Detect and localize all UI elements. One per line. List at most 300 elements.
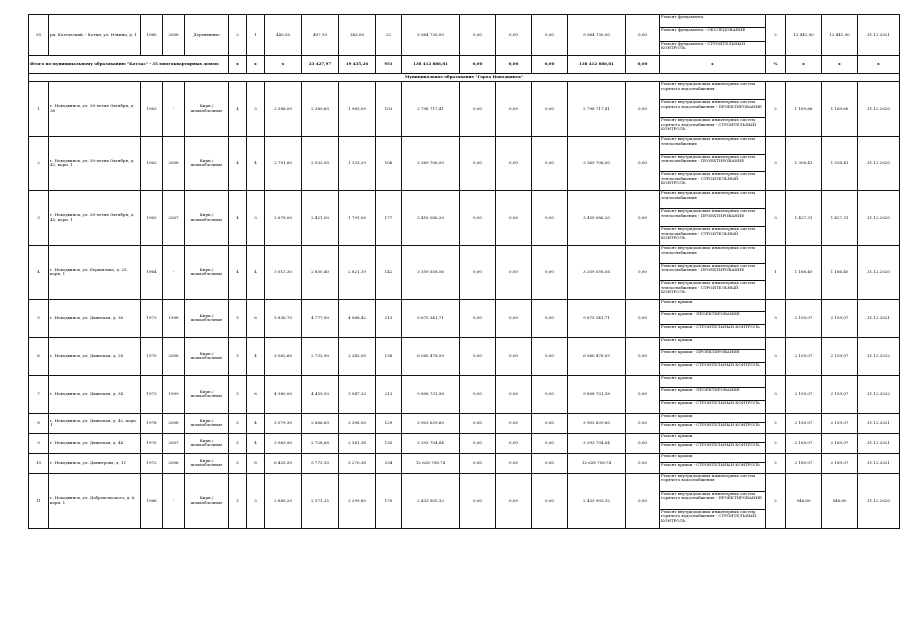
deadline: 31.12.2020	[858, 190, 900, 245]
house-number: 11	[29, 473, 49, 528]
other-sources: 0,00	[626, 15, 660, 56]
register-table	[28, 14, 900, 529]
local-budget: 0,00	[532, 375, 568, 413]
work-count: 2	[766, 433, 786, 453]
floor-count: 4	[229, 190, 247, 245]
year-built: 1960	[141, 15, 163, 56]
entrance-count: 4	[247, 337, 265, 375]
deadline: 31.12.2021	[858, 453, 900, 473]
deadline: 31.12.2021	[858, 413, 900, 433]
work-item: Ремонт крыши - СТРОИТЕЛЬНЫЙ КОНТРОЛЬ	[661, 462, 760, 468]
other-sources: 0,00	[626, 453, 660, 473]
work-count: 3	[766, 337, 786, 375]
house-number: 10	[29, 453, 49, 473]
local-budget: 0,00	[532, 453, 568, 473]
year-overhaul: 2007	[163, 433, 185, 453]
work-item: Ремонт крыши - ПРОЕКТИРОВАНИЕ	[660, 312, 765, 324]
deadline: 31.12.2020	[858, 473, 900, 528]
work-item: Ремонт внутридомовых инженерных систем горячего водоснабжения	[660, 474, 765, 492]
area-residential: 4 777,00	[302, 299, 339, 337]
total-cost: 9 808 731,58	[402, 375, 460, 413]
total-c3: x	[265, 55, 302, 73]
resident-count: 213	[376, 299, 402, 337]
year-overhaul: 2007	[163, 190, 185, 245]
total-owners: 138 412 886,81	[568, 55, 626, 73]
deadline: 31.12.2021	[858, 299, 900, 337]
resident-count: 177	[376, 190, 402, 245]
house-address: г. Новодвинск, ул. Двинская, д. 42, корп. 1	[49, 413, 141, 433]
fund-amount: 0,00	[460, 190, 496, 245]
entrance-count: 3	[247, 81, 265, 136]
local-budget: 0,00	[532, 136, 568, 190]
year-overhaul: 1998	[163, 299, 185, 337]
other-sources: 0,00	[626, 473, 660, 528]
year-overhaul: -	[163, 473, 185, 528]
fund-amount: 0,00	[460, 337, 496, 375]
work-item: Ремонт внутридомовых инженерных систем горячего водоснабжения - ПРОЕКТИРОВАНИЕ	[660, 492, 765, 510]
total-row	[29, 55, 900, 73]
deadline: 31.12.2022	[858, 337, 900, 375]
house-number: 7	[29, 375, 49, 413]
work-item: Ремонт крыши	[660, 414, 765, 424]
area-total: 3 079,30	[265, 413, 302, 433]
wall-material: Деревянные	[185, 15, 229, 56]
work-list	[660, 15, 766, 56]
owners-funds: 3 359 558,56	[568, 245, 626, 299]
max-unit-cost: 2 159,07	[822, 413, 858, 433]
work-item: Ремонт крыши - ПРОЕКТИРОВАНИЕ	[660, 388, 765, 400]
work-item: Ремонт крыши - СТРОИТЕЛЬНЫЙ КОНТРОЛЬ	[661, 323, 760, 329]
house-number: 8	[29, 413, 49, 433]
regional-budget: 0,00	[496, 190, 532, 245]
work-item: Ремонт внутридомовых инженерных систем теплоснабжения	[660, 191, 765, 209]
unit-cost-limit: 2 159,07	[786, 375, 822, 413]
resident-count: 103	[376, 81, 402, 136]
work-list	[660, 453, 766, 473]
regional-budget: 0,00	[496, 473, 532, 528]
work-count: 2	[766, 81, 786, 136]
max-unit-cost: 1 538,41	[822, 136, 858, 190]
max-unit-cost: 2 159,07	[822, 299, 858, 337]
other-sources: 0,00	[626, 375, 660, 413]
work-count: 3	[766, 136, 786, 190]
wall-material: Кирп./шлакоблочные	[185, 375, 229, 413]
resident-count: 138	[376, 337, 402, 375]
work-list	[660, 413, 766, 433]
unit-cost-limit: 12 441,00	[786, 15, 822, 56]
work-list	[660, 375, 766, 413]
area-total: 445,50	[265, 15, 302, 56]
unit-cost-limit: 2 159,07	[786, 337, 822, 375]
work-item: Ремонт внутридомовых инженерных систем теплоснабжения - СТРОИТЕЛЬНЫЙ КОНТРОЛЬ	[661, 225, 755, 241]
deadline: 31.12.2021	[858, 433, 900, 453]
deadline: 31.12.2022	[858, 375, 900, 413]
year-built: 1963	[141, 190, 163, 245]
total-c2: x	[247, 55, 265, 73]
max-unit-cost: 2 159,07	[822, 337, 858, 375]
resident-count: 106	[376, 136, 402, 190]
unit-cost-limit: 1 427,31	[786, 190, 822, 245]
resident-count: 142	[376, 245, 402, 299]
year-overhaul: 1999	[163, 375, 185, 413]
work-item: Ремонт внутридомовых инженерных систем теплоснабжения	[660, 246, 765, 264]
other-sources: 0,00	[626, 136, 660, 190]
entrance-count: 6	[247, 299, 265, 337]
work-item: Ремонт крыши	[660, 300, 765, 312]
total-unit-cost: %	[766, 55, 786, 73]
total-works: x	[660, 55, 766, 73]
work-count: 2	[766, 413, 786, 433]
wall-material: Кирп./шлакоблочные	[185, 299, 229, 337]
floor-count: 4	[229, 136, 247, 190]
entrance-count: 1	[247, 15, 265, 56]
unit-cost-limit: 2 189,07	[786, 453, 822, 473]
year-built: 1964	[141, 245, 163, 299]
work-item: Ремонт крыши - СТРОИТЕЛЬНЫЙ КОНТРОЛЬ	[661, 399, 760, 405]
work-item: Ремонт крыши	[660, 434, 765, 444]
unit-cost-limit: 2 159,07	[786, 299, 822, 337]
area-owned: 1 133,29	[339, 136, 376, 190]
house-number: 2	[29, 136, 49, 190]
area-owned: 1 985,00	[339, 81, 376, 136]
area-residential: 2 728,68	[302, 433, 339, 453]
wall-material: Кирп./шлакоблочные	[185, 136, 229, 190]
regional-budget: 0,00	[496, 299, 532, 337]
fund-amount: 0,00	[460, 15, 496, 56]
area-total: 3 063,90	[265, 433, 302, 453]
house-address: г. Новодвинск, ул. Двинская, д. 34	[49, 375, 141, 413]
year-overhaul: 2008	[163, 413, 185, 433]
total-limit-b: x	[822, 55, 858, 73]
work-item: Ремонт крыши - ПРОЕКТИРОВАНИЕ	[660, 350, 765, 362]
year-built: 1978	[141, 413, 163, 433]
entrance-count: 3	[247, 190, 265, 245]
year-built: 1962	[141, 136, 163, 190]
regional-budget: 0,00	[496, 375, 532, 413]
entrance-count: 8	[247, 453, 265, 473]
year-overhaul: -	[163, 81, 185, 136]
area-total: 4 980,00	[265, 375, 302, 413]
total-cost: 2 433 905,32	[402, 473, 460, 528]
owners-funds: 3 455 086,20	[568, 190, 626, 245]
area-owned: 5 270,38	[339, 453, 376, 473]
work-count: 3	[766, 299, 786, 337]
house-address: г. Новодвинск, ул. Двинская, д. 36	[49, 299, 141, 337]
work-item: Ремонт внутридомовых инженерных систем теплоснабжения - ПРОЕКТИРОВАНИЕ	[660, 264, 765, 282]
area-owned: 2 345,50	[339, 337, 376, 375]
fund-amount: 0,00	[460, 299, 496, 337]
area-residential: 2 571,25	[302, 473, 339, 528]
regional-budget: 0,00	[496, 136, 532, 190]
regional-budget: 0,00	[496, 433, 532, 453]
house-address: г. Новодвинск, ул. Двинская, д. 28	[49, 337, 141, 375]
resident-count: 213	[376, 375, 402, 413]
house-number: 1	[29, 81, 49, 136]
max-unit-cost: 2 189,07	[822, 453, 858, 473]
work-item: Ремонт внутридомовых инженерных систем теплоснабжения - СТРОИТЕЛЬНЫЙ КОНТРОЛЬ	[661, 280, 755, 295]
house-row	[29, 81, 900, 136]
area-owned: 3 947,33	[339, 375, 376, 413]
entrance-count: 3	[247, 473, 265, 528]
work-item: Ремонт внутридомовых инженерных систем горячего водоснабжения - ПРОЕКТИРОВАНИЕ	[660, 100, 765, 118]
work-count: 3	[766, 375, 786, 413]
fund-amount: 0,00	[460, 473, 496, 528]
house-number: 6	[29, 337, 49, 375]
floor-count: 5	[229, 453, 247, 473]
area-residential: 2 533,00	[302, 136, 339, 190]
owners-funds: 3 903 639,60	[568, 413, 626, 433]
unit-cost-limit: 946,60	[786, 473, 822, 528]
house-row	[29, 413, 900, 433]
area-total: 3 062,60	[265, 337, 302, 375]
area-residential: 5 773,10	[302, 453, 339, 473]
area-owned: 2 396,50	[339, 413, 376, 433]
house-row	[29, 245, 900, 299]
work-item: Ремонт внутридомовых инженерных систем теплоснабжения - ПРОЕКТИРОВАНИЕ	[660, 209, 765, 227]
municipality-row	[29, 73, 900, 81]
fund-amount: 0,00	[460, 136, 496, 190]
house-row	[29, 190, 900, 245]
local-budget: 0,00	[532, 15, 568, 56]
total-cost: 12 628 708,74	[402, 453, 460, 473]
total-cost: 3 455 086,20	[402, 190, 460, 245]
house-address: г. Новодвинск, ул. Двинская, д. 44	[49, 433, 141, 453]
work-list	[660, 136, 766, 190]
municipality-header: Муниципальное образование "Город Новодвинск"	[29, 73, 900, 81]
wall-material: Кирп./шлакоблочные	[185, 413, 229, 433]
year-built: 1975	[141, 433, 163, 453]
floor-count: 5	[229, 375, 247, 413]
work-item: Ремонт крыши - СТРОИТЕЛЬНЫЙ КОНТРОЛЬ	[661, 361, 760, 367]
owners-funds: 5 064 730,00	[568, 15, 626, 56]
area-total: 2 880,20	[265, 473, 302, 528]
work-count: 2	[766, 453, 786, 473]
local-budget: 0,00	[532, 190, 568, 245]
resident-count: 129	[376, 413, 402, 433]
house-number: 9	[29, 433, 49, 453]
other-sources: 0,00	[626, 433, 660, 453]
wall-material: Кирп./шлакоблочные	[185, 453, 229, 473]
work-item: Ремонт фундамента - ОБСЛЕДОВАНИЕ	[660, 28, 765, 41]
fund-amount: 0,00	[460, 375, 496, 413]
total-section	[29, 55, 900, 81]
area-owned: 4 068,42	[339, 299, 376, 337]
house-address: рп. Котельский, - Котин, ул. Ильина, д. 1	[49, 15, 141, 56]
work-count: 2	[766, 473, 786, 528]
entrance-count: 4	[247, 413, 265, 433]
area-total: 5 836,70	[265, 299, 302, 337]
unit-cost-limit: 2 169,07	[786, 433, 822, 453]
local-budget: 0,00	[532, 245, 568, 299]
area-total: 2 791,60	[265, 136, 302, 190]
total-cost: 6 060 478,59	[402, 337, 460, 375]
top-rows	[29, 15, 900, 56]
regional-budget: 0,00	[496, 413, 532, 433]
wall-material: Кирп./шлакоблочные	[185, 433, 229, 453]
year-built: 1973	[141, 299, 163, 337]
unit-cost-limit: 1 308,41	[786, 136, 822, 190]
work-count: 3	[766, 190, 786, 245]
total-fund: 0,00	[460, 55, 496, 73]
area-residential: 2 850,40	[302, 245, 339, 299]
max-unit-cost: 1 169,66	[822, 81, 858, 136]
fund-amount: 0,00	[460, 413, 496, 433]
total-area-total: 23 427,97	[302, 55, 339, 73]
owners-funds: 6 060 478,59	[568, 337, 626, 375]
entrance-count: 4	[247, 433, 265, 453]
work-item: Ремонт крыши - СТРОИТЕЛЬНЫЙ КОНТРОЛЬ	[661, 442, 760, 448]
work-list	[660, 81, 766, 136]
deadline: 31.12.2020	[858, 245, 900, 299]
year-overhaul: 2008	[163, 337, 185, 375]
work-list	[660, 299, 766, 337]
work-list	[660, 337, 766, 375]
floor-count: 5	[229, 473, 247, 528]
work-item: Ремонт внутридомовых инженерных систем теплоснабжения - ПРОЕКТИРОВАНИЕ	[660, 155, 765, 173]
work-list	[660, 245, 766, 299]
area-owned: 343,00	[339, 15, 376, 56]
work-item: Ремонт фундамента	[660, 15, 765, 28]
total-cost: 2 798 717,41	[402, 81, 460, 136]
total-cost: 3 369 706,00	[402, 136, 460, 190]
work-list	[660, 190, 766, 245]
work-list	[660, 433, 766, 453]
total-cost: 3 359 558,56	[402, 245, 460, 299]
other-sources: 0,00	[626, 190, 660, 245]
other-sources: 0,00	[626, 413, 660, 433]
total-other: 0,00	[626, 55, 660, 73]
house-address: г. Новодвинск, ул. Добровольского, д. 6, корп. 1	[49, 473, 141, 528]
house-row	[29, 433, 900, 453]
floor-count: 5	[229, 337, 247, 375]
max-unit-cost: 1 427,31	[822, 190, 858, 245]
total-area-a: 19 435,26	[339, 55, 376, 73]
max-unit-cost: 2 169,07	[822, 433, 858, 453]
area-owned: 1 791,00	[339, 190, 376, 245]
local-budget: 0,00	[532, 299, 568, 337]
local-budget: 0,00	[532, 81, 568, 136]
entrance-count: 4	[247, 136, 265, 190]
wall-material: Кирп./шлакоблочные	[185, 190, 229, 245]
house-row	[29, 337, 900, 375]
area-residential: 2 421,00	[302, 190, 339, 245]
local-budget: 0,00	[532, 433, 568, 453]
area-owned: 2 381,38	[339, 433, 376, 453]
resident-count: 135	[376, 433, 402, 453]
house-row	[29, 453, 900, 473]
deadline: 31.12.2020	[858, 136, 900, 190]
owners-funds: 12 628 708,74	[568, 453, 626, 473]
total-cost: 5 064 730,00	[402, 15, 460, 56]
house-row	[29, 15, 900, 56]
unit-cost-limit: 2 159,07	[786, 413, 822, 433]
work-item: Ремонт фундамента - СТРОИТЕЛЬНЫЙ КОНТРОЛЬ	[661, 40, 746, 51]
entrance-count: 4	[247, 245, 265, 299]
total-cost: 3 903 639,60	[402, 413, 460, 433]
area-owned: 2 299,80	[339, 473, 376, 528]
unit-cost-limit: 1 169,66	[786, 81, 822, 136]
regional-budget: 0,00	[496, 245, 532, 299]
fund-amount: 0,00	[460, 245, 496, 299]
total-residents: 951	[376, 55, 402, 73]
year-built: 1963	[141, 81, 163, 136]
house-number: 3	[29, 190, 49, 245]
deadline: 31.12.2020	[858, 81, 900, 136]
house-address: г. Новодвинск, ул. 50-летия Октября, д. 45, корп. 1	[49, 190, 141, 245]
other-sources: 0,00	[626, 337, 660, 375]
floor-count: 4	[229, 245, 247, 299]
area-residential: 2 389,60	[302, 81, 339, 136]
house-address: г. Новодвинск, ул. 50-летия Октября, д. 42, корп. 1	[49, 136, 141, 190]
year-built: 1972	[141, 453, 163, 473]
house-number: 4	[29, 245, 49, 299]
area-residential: 2 866,69	[302, 413, 339, 433]
max-unit-cost: 2 159,07	[822, 375, 858, 413]
house-rows	[29, 81, 900, 528]
floor-count: 5	[229, 433, 247, 453]
work-item: Ремонт крыши	[660, 338, 765, 350]
area-residential: 4 459,30	[302, 375, 339, 413]
area-total: 2 586,00	[265, 81, 302, 136]
area-owned: 2 621,19	[339, 245, 376, 299]
fund-amount: 0,00	[460, 453, 496, 473]
work-item: Ремонт внутридомовых инженерных систем теплоснабжения - СТРОИТЕЛЬНЫЙ КОНТРОЛЬ	[661, 171, 755, 186]
house-row	[29, 473, 900, 528]
resident-count: 170	[376, 473, 402, 528]
resident-count: 22	[376, 15, 402, 56]
register-sheet	[28, 14, 890, 529]
total-c1: x	[229, 55, 247, 73]
work-item: Ремонт внутридомовых инженерных систем теплоснабжения	[660, 137, 765, 155]
fund-amount: 0,00	[460, 433, 496, 453]
deadline: 31.12.2021	[858, 15, 900, 56]
year-built: 1973	[141, 375, 163, 413]
wall-material: Кирп./шлакоблочные	[185, 245, 229, 299]
house-number: 5	[29, 299, 49, 337]
work-item: Ремонт внутридомовых инженерных систем горячего водоснабжения - СТРОИТЕЛЬНЫЙ КОНТРОЛЬ	[661, 508, 757, 524]
house-number: 35	[29, 15, 49, 56]
max-unit-cost: 12 441,00	[822, 15, 858, 56]
area-total: 6 425,50	[265, 453, 302, 473]
max-unit-cost: 1 166,40	[822, 245, 858, 299]
year-built: 1975	[141, 337, 163, 375]
owners-funds: 9 808 731,58	[568, 375, 626, 413]
total-label: Итого по муниципальному образованию "Котлас" - 35 многоквартирных домов:	[29, 55, 229, 73]
wall-material: Кирп./шлакоблочные	[185, 473, 229, 528]
house-row	[29, 299, 900, 337]
work-item: Ремонт внутридомовых инженерных систем горячего водоснабжения - СТРОИТЕЛЬНЫЙ КОНТРОЛЬ	[661, 116, 757, 132]
total-limit-a: x	[786, 55, 822, 73]
other-sources: 0,00	[626, 245, 660, 299]
unit-cost-limit: 1 166,40	[786, 245, 822, 299]
fund-amount: 0,00	[460, 81, 496, 136]
owners-funds: 2 798 717,41	[568, 81, 626, 136]
house-address: г. Новодвинск, ул. Бершилова, д. 25, корп. 1	[49, 245, 141, 299]
owners-funds: 2 433 905,32	[568, 473, 626, 528]
work-item: Ремонт крыши	[660, 376, 765, 388]
local-budget: 0,00	[532, 413, 568, 433]
owners-funds: 3 393 794,84	[568, 433, 626, 453]
wall-material: Кирп./шлакоблочные	[185, 81, 229, 136]
work-item: Ремонт крыши	[660, 454, 765, 464]
work-item: Ремонт крыши - СТРОИТЕЛЬНЫЙ КОНТРОЛЬ	[661, 422, 760, 428]
year-overhaul: -	[163, 245, 185, 299]
work-count: 1	[766, 245, 786, 299]
resident-count: 294	[376, 453, 402, 473]
regional-budget: 0,00	[496, 337, 532, 375]
house-row	[29, 375, 900, 413]
area-total: 2 678,00	[265, 190, 302, 245]
